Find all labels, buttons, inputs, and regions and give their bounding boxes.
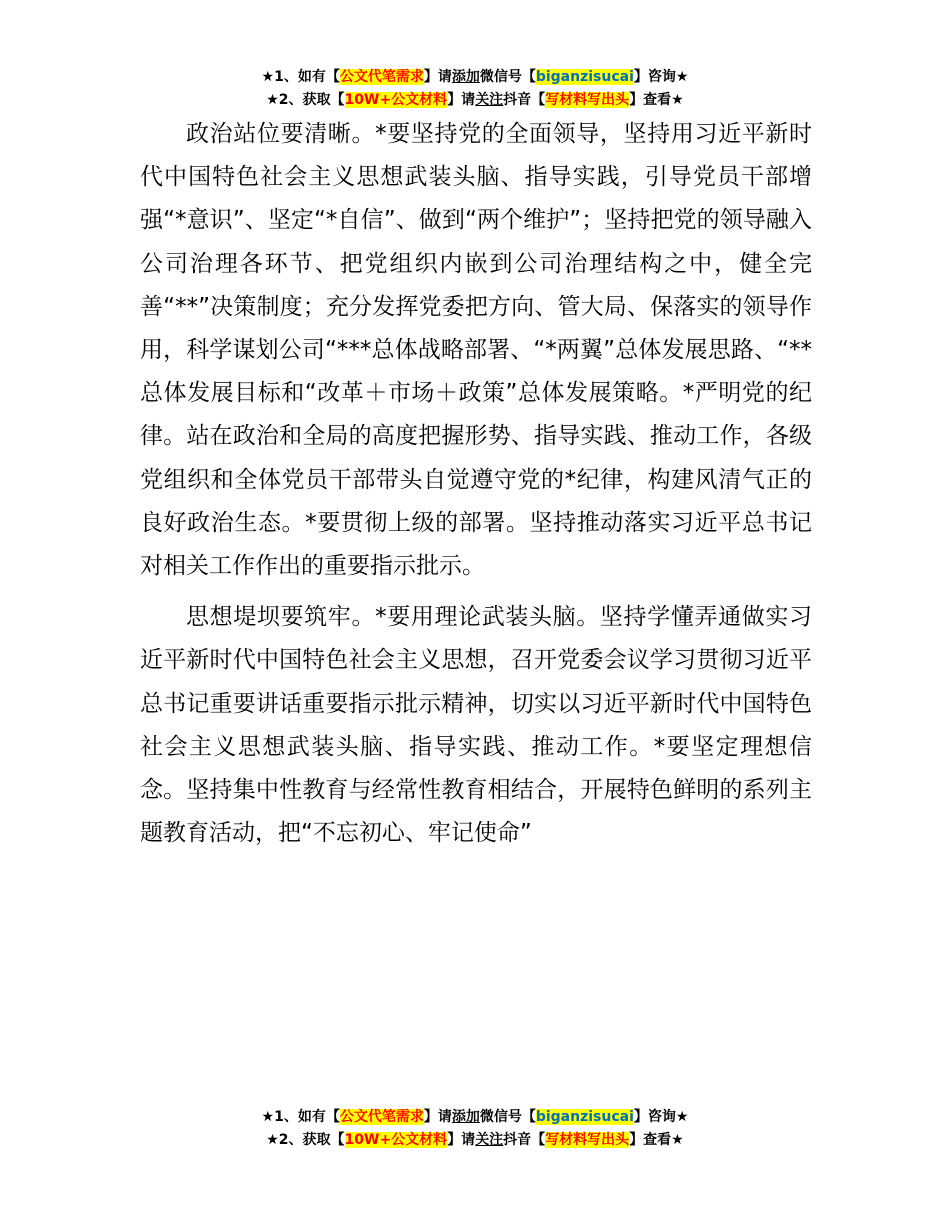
paragraph-political-stance: 政治站位要清晰。*要坚持党的全面领导，坚持用习近平新时代中国特色社会主义思想武装头脑、指导实践，引导党员干部增强“*意识”、坚定“*自信”、做到“两个维护”；坚持把党的领导融入公司治理各环节、把党组织内嵌到公司治理结构之中，健全完善“**”决策制度；充分发挥党委把方向、管大局、保落实的领导作用，科学谋划公司“***总体战略部署、“*两翼”总体发展思路、“**总体发展目标和“改革＋市场＋政策”总体发展策略。*严明党的纪律。站在政治和全局的高度把握形势、指导实践、推动工作，各级党组织和全体党员干部带头自觉遵守党的*纪律，构建风清气正的良好政治生态。*要贯彻上级的部署。坚持推动落实习近平总书记对相关工作作出的重要指示批示。 (140, 121, 812, 580)
banner-line-2 (0, 89, 950, 112)
header-banner (0, 66, 950, 112)
footer-line-2-mid: 】请 (447, 1132, 476, 1148)
banner-line-1-highlight-service: 公文代笔需求 (339, 69, 424, 85)
footer-line-1-highlight-service: 公文代笔需求 (339, 1109, 424, 1125)
footer-line-1-mid2: 微信号【 (479, 1109, 536, 1125)
footer-line-1-wechat-id: biganzisucai (535, 1109, 634, 1125)
footer-line-2-prefix: ★2、获取【 (266, 1132, 345, 1148)
banner-line-1-prefix: ★1、如有【 (261, 69, 340, 85)
footer-banner-line-1 (0, 1106, 950, 1129)
banner-line-2-underlined: 关注 (475, 92, 504, 108)
banner-line-1-wechat-id: biganzisucai (535, 69, 634, 85)
footer-banner (0, 1106, 950, 1152)
footer-line-1-underlined: 添加 (451, 1109, 480, 1125)
banner-line-1-underlined: 添加 (451, 69, 480, 85)
paragraph-ideological-dam: 思想堤坝要筑牢。*要用理论武装头脑。坚持学懂弄通做实习近平新时代中国特色社会主义思想，召开党委会议学习贯彻习近平总书记重要讲话重要指示批示精神，切实以习近平新时代中国特色社会主义思想武装头脑、指导实践、推动工作。*要坚定理想信念。坚持集中性教育与经常性教育相结合，开展特色鲜明的系列主题教育活动，把“不忘初心、牢记使命” (140, 604, 812, 847)
banner-line-2-mid: 】请 (447, 92, 476, 108)
banner-line-2-prefix: ★2、获取【 (266, 92, 345, 108)
footer-line-2-mid2: 抖音【 (503, 1132, 546, 1148)
banner-line-1-suffix: 】咨询★ (633, 69, 689, 85)
footer-line-1-suffix: 】咨询★ (633, 1109, 689, 1125)
banner-line-1-mid2: 微信号【 (479, 69, 536, 85)
footer-line-2-highlight-materials: 10W+公文材料 (344, 1132, 448, 1148)
banner-line-1-mid: 】请 (423, 69, 452, 85)
banner-line-2-suffix: 】查看★ (629, 92, 684, 108)
banner-line-2-highlight-materials: 10W+公文材料 (344, 92, 448, 108)
footer-line-2-suffix: 】查看★ (629, 1132, 684, 1148)
footer-line-1-prefix: ★1、如有【 (261, 1109, 340, 1125)
footer-line-2-douyin-account: 写材料写出头 (545, 1132, 630, 1148)
footer-line-1-mid: 】请 (423, 1109, 452, 1125)
banner-line-1 (0, 66, 950, 89)
banner-line-2-douyin-account: 写材料写出头 (545, 92, 630, 108)
footer-line-2-underlined: 关注 (475, 1132, 504, 1148)
document-body (140, 113, 812, 855)
footer-banner-line-2 (0, 1129, 950, 1152)
banner-line-2-mid2: 抖音【 (503, 92, 546, 108)
